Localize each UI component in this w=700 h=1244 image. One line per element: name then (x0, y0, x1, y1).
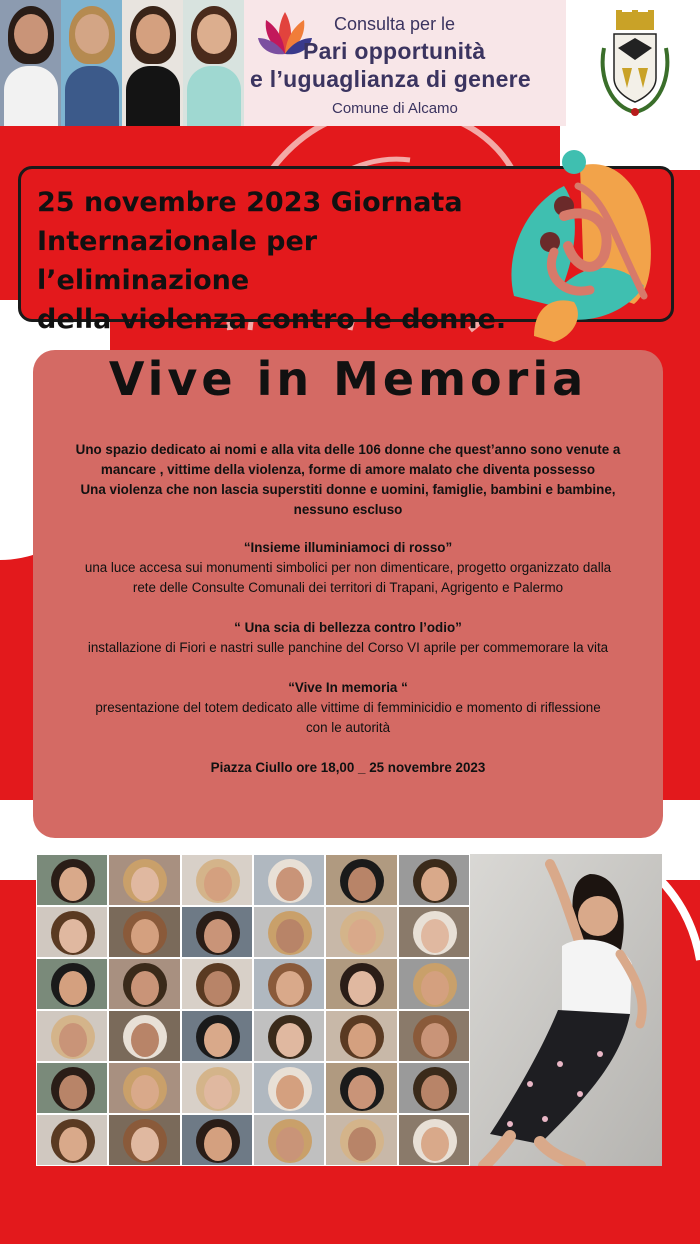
victim-portrait (398, 1062, 470, 1114)
victim-portrait (108, 1114, 180, 1166)
victim-portrait (253, 958, 325, 1010)
victim-portrait (108, 958, 180, 1010)
victim-portrait (108, 1062, 180, 1114)
victim-portrait (36, 958, 108, 1010)
place-and-time (53, 758, 643, 778)
victim-portrait (253, 854, 325, 906)
alcamo-coat-of-arms-icon (596, 8, 674, 118)
victim-portrait (325, 906, 397, 958)
portrait-photo (0, 0, 61, 126)
victims-photo-grid (36, 854, 470, 1166)
logo-line-3: e l’uguaglianza di genere (250, 66, 532, 92)
event2-title: “ Una scia di bellezza contro l’odio” (234, 620, 462, 635)
portrait-photo (61, 0, 122, 126)
victim-portrait (108, 854, 180, 906)
intro-line-1: Uno spazio dedicato ai nomi e alla vita delle 106 donne che quest’anno sono venute a (75, 442, 621, 457)
event1-line-1: una luce accesa sui monumenti simbolici per non dimenticare, progetto organizzato dalla (84, 560, 612, 575)
victim-portrait (325, 1114, 397, 1166)
consulta-logo (244, 0, 566, 126)
event-vive-in-memoria (53, 678, 643, 738)
header (0, 0, 700, 128)
event3-line-1: presentazione del totem dedicato alle vittime di femminicidio e momento di riflessione (95, 700, 601, 715)
event2-line-1: installazione di Fiori e nastri sulle panchine del Corso VI aprile per commemorare la vita (87, 640, 609, 655)
panel-title: Vive in Memoria (108, 352, 588, 406)
banner-title (37, 183, 507, 339)
victim-portrait (398, 854, 470, 906)
victim-portrait (325, 1010, 397, 1062)
victim-portrait (253, 1010, 325, 1062)
banner-line-3: della violenza contro le donne. (37, 304, 507, 335)
dancing-woman-photo (470, 854, 662, 1166)
place-time-text: Piazza Ciullo ore 18,00 _ 25 novembre 2023 (210, 760, 486, 775)
victim-portrait (398, 1114, 470, 1166)
event-illuminiamoci (53, 538, 643, 598)
banner-line-2: Internazionale per l’eliminazione (37, 226, 318, 296)
logo-line-2: Pari opportunità (303, 38, 486, 64)
victim-portrait (398, 1010, 470, 1062)
victim-portrait (181, 958, 253, 1010)
event3-line-2: con le autorità (305, 720, 391, 735)
victim-portrait (325, 958, 397, 1010)
banner-line-1: 25 novembre 2023 Giornata (37, 187, 463, 218)
memoria-panel (33, 350, 663, 838)
victim-portrait (398, 958, 470, 1010)
header-portraits (0, 0, 244, 126)
event3-title: “Vive In memoria “ (288, 680, 408, 695)
victim-portrait (181, 1010, 253, 1062)
logo-line-1: Consulta per le (334, 14, 456, 34)
intro-text (53, 440, 643, 520)
event1-title: “Insieme illuminiamoci di rosso” (243, 540, 453, 555)
victim-portrait (181, 1114, 253, 1166)
victim-portrait (36, 854, 108, 906)
portrait-photo (122, 0, 183, 126)
victim-portrait (253, 1114, 325, 1166)
event-scia-di-bellezza (53, 618, 643, 658)
victim-portrait (325, 1062, 397, 1114)
victim-portrait (181, 906, 253, 958)
victim-portrait (253, 1062, 325, 1114)
victim-portrait (398, 906, 470, 958)
victim-portrait (36, 1010, 108, 1062)
victim-portrait (253, 906, 325, 958)
intro-line-2: mancare , vittime della violenza, forme di amore malato che diventa possesso (100, 462, 596, 477)
victim-portrait (36, 906, 108, 958)
portrait-photo (183, 0, 244, 126)
victim-portrait (181, 1062, 253, 1114)
victim-portrait (181, 854, 253, 906)
victim-portrait (36, 1114, 108, 1166)
intro-line-4: nessuno escluso (293, 502, 403, 517)
victim-portrait (108, 906, 180, 958)
event1-line-2: rete delle Consulte Comunali dei territori di Trapani, Agrigento e Palermo (132, 580, 564, 595)
intro-line-3: Una violenza che non lascia superstiti donne e uomini, famiglie, bambini e bambine, (80, 482, 616, 497)
victim-portrait (36, 1062, 108, 1114)
victim-portrait (325, 854, 397, 906)
victim-portrait (108, 1010, 180, 1062)
embracing-women-illustration (494, 146, 664, 342)
logo-line-4: Comune di Alcamo (332, 100, 458, 117)
